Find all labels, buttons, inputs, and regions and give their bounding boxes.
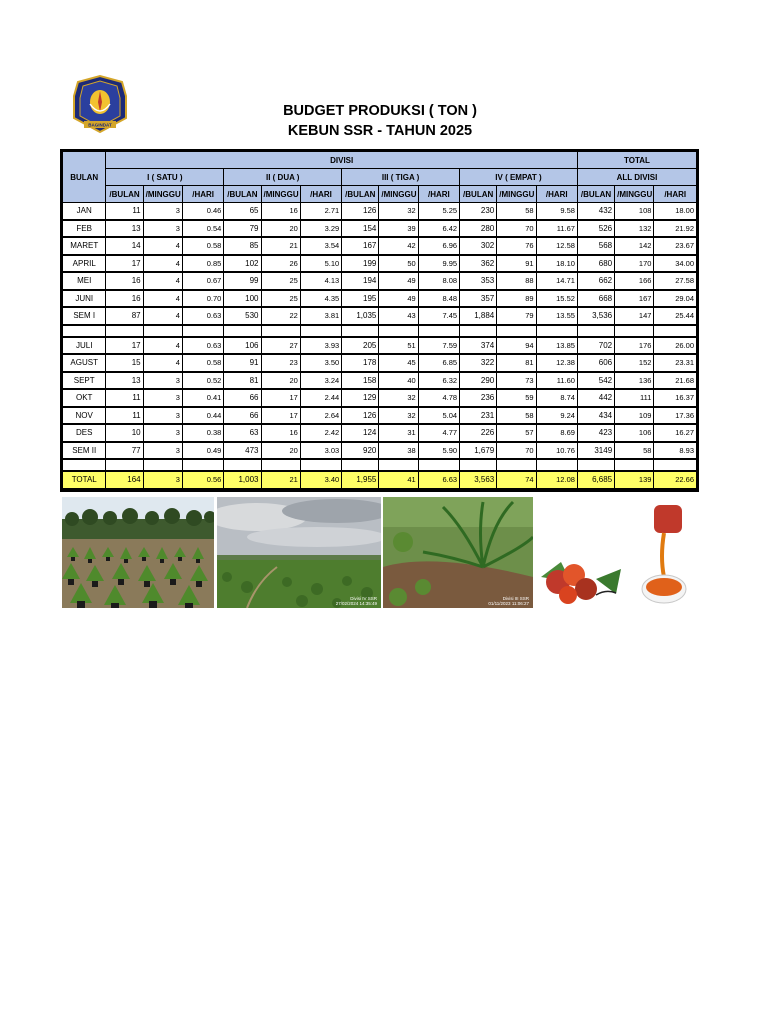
table-cell: 32 — [379, 407, 418, 425]
table-cell: 194 — [342, 272, 379, 290]
table-cell: 23.67 — [654, 237, 697, 255]
table-row — [63, 442, 697, 460]
row-label: AGUST — [63, 354, 106, 372]
table-cell: 434 — [577, 407, 614, 425]
table-cell: 147 — [615, 307, 654, 325]
table-cell: 57 — [497, 424, 536, 442]
table-cell: 8.93 — [654, 442, 697, 460]
subheader-cell: /MINGGU — [143, 186, 182, 203]
bulan-header: BULAN — [63, 152, 106, 203]
table-cell: 11.67 — [536, 220, 577, 238]
table-cell: 3 — [143, 442, 182, 460]
table-cell: 3 — [143, 471, 182, 489]
table-cell: 106 — [224, 337, 261, 355]
table-cell: 9.95 — [418, 255, 459, 273]
table-cell: 70 — [497, 220, 536, 238]
table-cell: 12.58 — [536, 237, 577, 255]
table-cell: 21 — [261, 237, 300, 255]
table-cell: 27.58 — [654, 272, 697, 290]
table-cell: 51 — [379, 337, 418, 355]
table-cell: 3.54 — [300, 237, 341, 255]
table-cell: 5.90 — [418, 442, 459, 460]
table-cell: 167 — [342, 237, 379, 255]
subheader-cell: /MINGGU — [497, 186, 536, 203]
table-row — [63, 354, 697, 372]
table-cell: 81 — [224, 372, 261, 390]
table-cell: 6.32 — [418, 372, 459, 390]
table-cell: 2.42 — [300, 424, 341, 442]
row-label: JULI — [63, 337, 106, 355]
table-cell: 21 — [261, 471, 300, 489]
table-cell: 126 — [342, 407, 379, 425]
table-cell: 199 — [342, 255, 379, 273]
table-cell: 542 — [577, 372, 614, 390]
table-cell: 302 — [460, 237, 497, 255]
table-cell: 14 — [106, 237, 143, 255]
table-cell: 0.46 — [182, 203, 223, 220]
budget-table — [62, 151, 697, 490]
row-label: OKT — [63, 389, 106, 407]
table-cell: 23 — [261, 354, 300, 372]
table-cell: 40 — [379, 372, 418, 390]
table-cell: 58 — [615, 442, 654, 460]
table-cell: 290 — [460, 372, 497, 390]
table-cell: 73 — [497, 372, 536, 390]
table-cell: 662 — [577, 272, 614, 290]
total-header: TOTAL — [577, 152, 696, 169]
table-cell: 0.56 — [182, 471, 223, 489]
table-cell: 38 — [379, 442, 418, 460]
table-cell: 13 — [106, 220, 143, 238]
table-cell: 4 — [143, 255, 182, 273]
table-cell: 0.63 — [182, 307, 223, 325]
logo-text: BAGINDAT — [88, 122, 112, 128]
table-cell: 3.81 — [300, 307, 341, 325]
table-cell: 11 — [106, 389, 143, 407]
table-cell: 43 — [379, 307, 418, 325]
table-row — [63, 424, 697, 442]
table-cell: 473 — [224, 442, 261, 460]
table-cell: 236 — [460, 389, 497, 407]
table-cell: 1,679 — [460, 442, 497, 460]
table-cell: 0.58 — [182, 354, 223, 372]
table-cell: 205 — [342, 337, 379, 355]
photo-stamp: Divisi III SSR 01/11/2023 11:06:27 — [488, 596, 529, 606]
table-cell: 8.08 — [418, 272, 459, 290]
table-cell: 7.45 — [418, 307, 459, 325]
table-cell: 49 — [379, 290, 418, 308]
document-subtitle: KEBUN SSR - TAHUN 2025 — [287, 123, 473, 139]
table-cell: 29.04 — [654, 290, 697, 308]
table-cell: 106 — [615, 424, 654, 442]
table-cell: 94 — [497, 337, 536, 355]
table-cell: 32 — [379, 389, 418, 407]
table-cell: 195 — [342, 290, 379, 308]
palm-oil-photo — [536, 497, 698, 608]
table-cell: 14.71 — [536, 272, 577, 290]
table-cell: 58 — [497, 203, 536, 220]
table-cell: 1,035 — [342, 307, 379, 325]
table-row — [63, 337, 697, 355]
table-cell: 20 — [261, 220, 300, 238]
row-label: APRIL — [63, 255, 106, 273]
table-cell: 18.10 — [536, 255, 577, 273]
table-cell: 8.48 — [418, 290, 459, 308]
table-cell: 1,003 — [224, 471, 261, 489]
table-cell: 27 — [261, 337, 300, 355]
plantation-landscape-photo — [217, 497, 381, 608]
table-cell: 13.55 — [536, 307, 577, 325]
table-cell: 9.24 — [536, 407, 577, 425]
table-cell: 45 — [379, 354, 418, 372]
table-cell: 21.68 — [654, 372, 697, 390]
table-cell: 50 — [379, 255, 418, 273]
table-cell: 3.50 — [300, 354, 341, 372]
table-cell: 88 — [497, 272, 536, 290]
table-cell: 8.69 — [536, 424, 577, 442]
table-cell: 4 — [143, 337, 182, 355]
subheader-cell: /HARI — [182, 186, 223, 203]
table-cell: 23.31 — [654, 354, 697, 372]
table-cell: 432 — [577, 203, 614, 220]
table-cell: 10 — [106, 424, 143, 442]
table-cell: 374 — [460, 337, 497, 355]
divisi-header: DIVISI — [106, 152, 578, 169]
subheader-cell: /BULAN — [577, 186, 614, 203]
table-cell: 3 — [143, 389, 182, 407]
table-cell: 4 — [143, 237, 182, 255]
spacer-row — [63, 459, 697, 471]
table-row — [63, 272, 697, 290]
table-cell: 568 — [577, 237, 614, 255]
spacer-row — [63, 325, 697, 337]
table-cell: 21.92 — [654, 220, 697, 238]
table-cell: 0.41 — [182, 389, 223, 407]
table-cell: 0.44 — [182, 407, 223, 425]
table-cell: 0.85 — [182, 255, 223, 273]
table-cell: 3 — [143, 220, 182, 238]
table-cell: 6.96 — [418, 237, 459, 255]
table-cell: 280 — [460, 220, 497, 238]
table-row — [63, 389, 697, 407]
subheader-cell: /HARI — [300, 186, 341, 203]
table-row — [63, 307, 697, 325]
table-cell: 66 — [224, 389, 261, 407]
table-cell: 362 — [460, 255, 497, 273]
table-cell: 17 — [261, 389, 300, 407]
table-cell: 16 — [261, 203, 300, 220]
table-cell: 58 — [497, 407, 536, 425]
table-cell: 0.70 — [182, 290, 223, 308]
row-label: MEI — [63, 272, 106, 290]
table-row — [63, 220, 697, 238]
table-cell: 230 — [460, 203, 497, 220]
table-cell: 9.58 — [536, 203, 577, 220]
all-divisi-header: ALL DIVISI — [577, 169, 696, 186]
table-cell: 65 — [224, 203, 261, 220]
table-cell: 606 — [577, 354, 614, 372]
row-label: SEM I — [63, 307, 106, 325]
table-cell: 126 — [342, 203, 379, 220]
table-cell: 530 — [224, 307, 261, 325]
table-cell: 139 — [615, 471, 654, 489]
table-cell: 42 — [379, 237, 418, 255]
table-cell: 49 — [379, 272, 418, 290]
table-cell: 12.08 — [536, 471, 577, 489]
table-cell: 109 — [615, 407, 654, 425]
photo-stamp: Divisi IV SSR 27/02/2024 14:35:49 — [335, 596, 377, 606]
table-cell: 0.63 — [182, 337, 223, 355]
table-cell: 10.76 — [536, 442, 577, 460]
table-cell: 16 — [106, 290, 143, 308]
div1-header: I ( SATU ) — [106, 169, 224, 186]
table-cell: 11 — [106, 203, 143, 220]
table-cell: 3.24 — [300, 372, 341, 390]
table-cell: 322 — [460, 354, 497, 372]
table-cell: 76 — [497, 237, 536, 255]
table-cell: 178 — [342, 354, 379, 372]
table-cell: 5.25 — [418, 203, 459, 220]
company-logo — [70, 74, 130, 136]
row-label: NOV — [63, 407, 106, 425]
row-label: DES — [63, 424, 106, 442]
subheader-cell: /BULAN — [342, 186, 379, 203]
table-cell: 13.85 — [536, 337, 577, 355]
table-cell: 3,563 — [460, 471, 497, 489]
table-cell: 17 — [106, 337, 143, 355]
table-cell: 166 — [615, 272, 654, 290]
table-cell: 77 — [106, 442, 143, 460]
young-palm-photo — [383, 497, 533, 608]
row-label: FEB — [63, 220, 106, 238]
table-cell: 81 — [497, 354, 536, 372]
table-cell: 32 — [379, 203, 418, 220]
subheader-cell: /BULAN — [224, 186, 261, 203]
table-row — [63, 372, 697, 390]
table-cell: 17 — [261, 407, 300, 425]
table-cell: 2.64 — [300, 407, 341, 425]
table-cell: 442 — [577, 389, 614, 407]
table-cell: 11.60 — [536, 372, 577, 390]
table-cell: 1,884 — [460, 307, 497, 325]
table-row — [63, 237, 697, 255]
table-cell: 15 — [106, 354, 143, 372]
table-cell: 102 — [224, 255, 261, 273]
table-cell: 8.74 — [536, 389, 577, 407]
table-cell: 100 — [224, 290, 261, 308]
table-cell: 79 — [224, 220, 261, 238]
table-cell: 39 — [379, 220, 418, 238]
table-cell: 111 — [615, 389, 654, 407]
table-cell: 4.77 — [418, 424, 459, 442]
table-cell: 353 — [460, 272, 497, 290]
total-row — [63, 471, 697, 489]
table-cell: 26 — [261, 255, 300, 273]
table-cell: 0.58 — [182, 237, 223, 255]
table-cell: 22 — [261, 307, 300, 325]
table-cell: 6,685 — [577, 471, 614, 489]
row-label: MARET — [63, 237, 106, 255]
table-cell: 152 — [615, 354, 654, 372]
table-cell: 89 — [497, 290, 536, 308]
table-cell: 920 — [342, 442, 379, 460]
table-row — [63, 407, 697, 425]
table-cell: 2.71 — [300, 203, 341, 220]
table-cell: 85 — [224, 237, 261, 255]
table-cell: 16.37 — [654, 389, 697, 407]
table-cell: 34.00 — [654, 255, 697, 273]
table-cell: 5.04 — [418, 407, 459, 425]
table-cell: 59 — [497, 389, 536, 407]
table-cell: 0.54 — [182, 220, 223, 238]
table-row — [63, 290, 697, 308]
table-cell: 129 — [342, 389, 379, 407]
table-cell: 167 — [615, 290, 654, 308]
table-cell: 158 — [342, 372, 379, 390]
table-cell: 4.35 — [300, 290, 341, 308]
table-cell: 132 — [615, 220, 654, 238]
div3-header: III ( TIGA ) — [342, 169, 460, 186]
subheader-cell: /HARI — [536, 186, 577, 203]
table-cell: 3.93 — [300, 337, 341, 355]
row-label: JUNI — [63, 290, 106, 308]
table-cell: 31 — [379, 424, 418, 442]
div2-header: II ( DUA ) — [224, 169, 342, 186]
table-cell: 99 — [224, 272, 261, 290]
table-cell: 15.52 — [536, 290, 577, 308]
subheader-cell: /BULAN — [460, 186, 497, 203]
table-row — [63, 203, 697, 220]
table-cell: 0.49 — [182, 442, 223, 460]
table-cell: 6.42 — [418, 220, 459, 238]
table-cell: 164 — [106, 471, 143, 489]
table-cell: 4 — [143, 272, 182, 290]
table-cell: 668 — [577, 290, 614, 308]
subheader-cell: /MINGGU — [379, 186, 418, 203]
table-cell: 176 — [615, 337, 654, 355]
subheader-cell: /BULAN — [106, 186, 143, 203]
table-cell: 0.67 — [182, 272, 223, 290]
table-cell: 680 — [577, 255, 614, 273]
table-cell: 4.13 — [300, 272, 341, 290]
nursery-photo — [62, 497, 214, 608]
table-cell: 3 — [143, 372, 182, 390]
table-cell: 16.27 — [654, 424, 697, 442]
row-label: JAN — [63, 203, 106, 220]
table-cell: 170 — [615, 255, 654, 273]
table-cell: 91 — [224, 354, 261, 372]
table-cell: 0.38 — [182, 424, 223, 442]
table-cell: 2.44 — [300, 389, 341, 407]
table-cell: 702 — [577, 337, 614, 355]
table-cell: 526 — [577, 220, 614, 238]
table-cell: 6.63 — [418, 471, 459, 489]
table-cell: 108 — [615, 203, 654, 220]
table-cell: 154 — [342, 220, 379, 238]
table-cell: 7.59 — [418, 337, 459, 355]
table-cell: 3.03 — [300, 442, 341, 460]
table-cell: 25.44 — [654, 307, 697, 325]
table-cell: 3149 — [577, 442, 614, 460]
table-cell: 22.66 — [654, 471, 697, 489]
table-cell: 20 — [261, 372, 300, 390]
table-cell: 16 — [261, 424, 300, 442]
table-cell: 20 — [261, 442, 300, 460]
table-cell: 226 — [460, 424, 497, 442]
row-label: TOTAL — [63, 471, 106, 489]
table-cell: 423 — [577, 424, 614, 442]
table-cell: 41 — [379, 471, 418, 489]
table-cell: 136 — [615, 372, 654, 390]
document-title: BUDGET PRODUKSI ( TON ) — [283, 103, 477, 119]
table-cell: 79 — [497, 307, 536, 325]
table-cell: 4.78 — [418, 389, 459, 407]
table-cell: 12.38 — [536, 354, 577, 372]
table-cell: 25 — [261, 272, 300, 290]
table-cell: 25 — [261, 290, 300, 308]
table-cell: 13 — [106, 372, 143, 390]
table-cell: 3 — [143, 424, 182, 442]
table-cell: 0.52 — [182, 372, 223, 390]
table-cell: 70 — [497, 442, 536, 460]
table-cell: 66 — [224, 407, 261, 425]
table-cell: 142 — [615, 237, 654, 255]
subheader-cell: /MINGGU — [615, 186, 654, 203]
table-cell: 16 — [106, 272, 143, 290]
table-cell: 231 — [460, 407, 497, 425]
subheader-cell: /MINGGU — [261, 186, 300, 203]
table-cell: 357 — [460, 290, 497, 308]
table-row — [63, 255, 697, 273]
table-cell: 87 — [106, 307, 143, 325]
table-cell: 4 — [143, 307, 182, 325]
subheader-cell: /HARI — [654, 186, 697, 203]
table-cell: 91 — [497, 255, 536, 273]
table-cell: 26.00 — [654, 337, 697, 355]
table-cell: 4 — [143, 354, 182, 372]
table-cell: 11 — [106, 407, 143, 425]
table-cell: 3 — [143, 407, 182, 425]
table-cell: 74 — [497, 471, 536, 489]
table-cell: 3.40 — [300, 471, 341, 489]
row-label: SEPT — [63, 372, 106, 390]
subheader-cell: /HARI — [418, 186, 459, 203]
table-cell: 6.85 — [418, 354, 459, 372]
table-cell: 17.36 — [654, 407, 697, 425]
table-cell: 124 — [342, 424, 379, 442]
table-cell: 63 — [224, 424, 261, 442]
table-cell: 3,536 — [577, 307, 614, 325]
row-label: SEM II — [63, 442, 106, 460]
table-cell: 5.10 — [300, 255, 341, 273]
table-cell: 1,955 — [342, 471, 379, 489]
table-cell: 3.29 — [300, 220, 341, 238]
table-cell: 18.00 — [654, 203, 697, 220]
table-cell: 17 — [106, 255, 143, 273]
div4-header: IV ( EMPAT ) — [460, 169, 578, 186]
table-cell: 3 — [143, 203, 182, 220]
table-cell: 4 — [143, 290, 182, 308]
